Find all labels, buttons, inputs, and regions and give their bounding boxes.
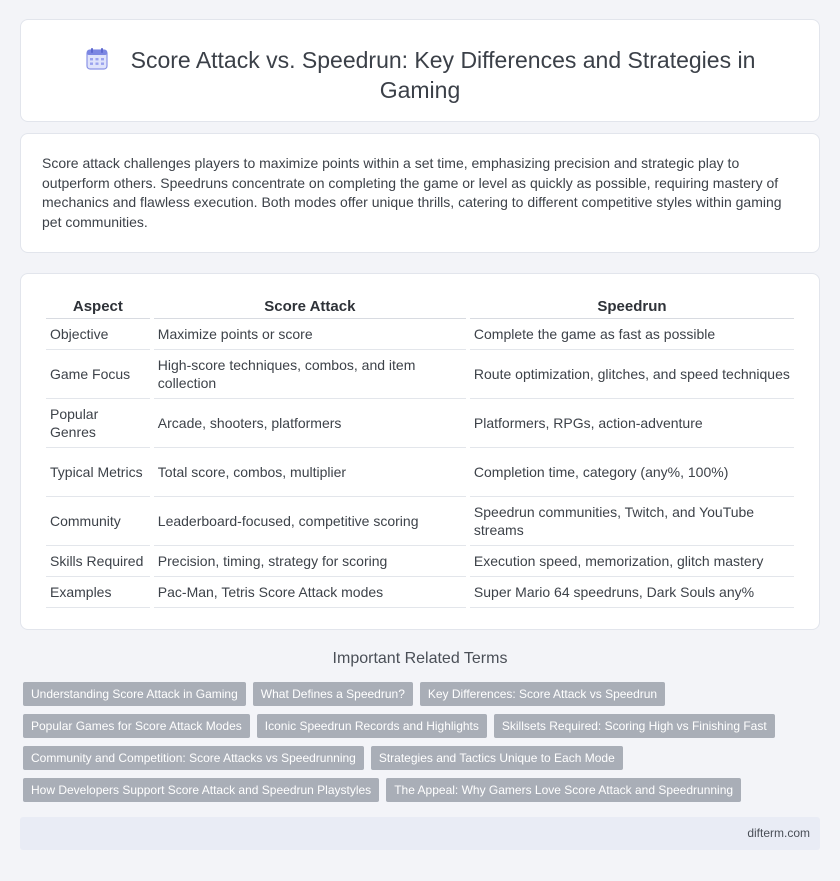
speedrun-cell: Complete the game as fast as possible (470, 319, 794, 350)
title-card (20, 19, 820, 122)
related-term-tag[interactable]: Strategies and Tactics Unique to Each Mode (371, 746, 623, 770)
speedrun-cell: Speedrun communities, Twitch, and YouTube streams (470, 497, 794, 546)
header-score-attack: Score Attack (154, 292, 466, 319)
related-term-tag[interactable]: Iconic Speedrun Records and Highlights (257, 714, 487, 738)
related-terms-heading: Important Related Terms (332, 650, 508, 667)
calendar-icon (85, 47, 109, 71)
speedrun-cell: Route optimization, glitches, and speed techniques (470, 350, 794, 399)
aspect-cell: Community (46, 497, 150, 546)
speedrun-cell: Execution speed, memorization, glitch mastery (470, 546, 794, 577)
aspect-cell: Typical Metrics (46, 448, 150, 497)
table-row (46, 448, 794, 497)
table-header-row (46, 292, 794, 319)
table-row (46, 319, 794, 350)
related-term-tag[interactable]: The Appeal: Why Gamers Love Score Attack and Speedrunning (386, 778, 741, 802)
footer-site-link[interactable]: difterm.com (747, 826, 810, 840)
related-terms-list (23, 682, 823, 810)
speedrun-cell: Platformers, RPGs, action-adventure (470, 399, 794, 448)
speedrun-cell: Super Mario 64 speedruns, Dark Souls any% (470, 577, 794, 608)
page-title-text: Score Attack vs. Speedrun: Key Differences and Strategies in Gaming (130, 47, 756, 103)
related-term-tag[interactable]: How Developers Support Score Attack and Speedrun Playstyles (23, 778, 379, 802)
score-attack-cell: Arcade, shooters, platformers (154, 399, 466, 448)
tag-row (23, 714, 823, 738)
header-speedrun: Speedrun (470, 292, 794, 319)
related-term-tag[interactable]: Popular Games for Score Attack Modes (23, 714, 250, 738)
aspect-cell: Skills Required (46, 546, 150, 577)
aspect-cell: Examples (46, 577, 150, 608)
score-attack-cell: Leaderboard-focused, competitive scoring (154, 497, 466, 546)
table-row (46, 350, 794, 399)
comparison-table (42, 292, 798, 608)
related-term-tag[interactable]: What Defines a Speedrun? (253, 682, 413, 706)
related-term-tag[interactable]: Key Differences: Score Attack vs Speedrun (420, 682, 665, 706)
table-row (46, 399, 794, 448)
score-attack-cell: Total score, combos, multiplier (154, 448, 466, 497)
page-title (81, 45, 759, 105)
related-term-tag[interactable]: Understanding Score Attack in Gaming (23, 682, 246, 706)
comparison-card (20, 273, 820, 630)
score-attack-cell: Pac-Man, Tetris Score Attack modes (154, 577, 466, 608)
tag-row (23, 746, 823, 770)
score-attack-cell: High-score techniques, combos, and item collection (154, 350, 466, 399)
header-aspect: Aspect (46, 292, 150, 319)
score-attack-cell: Precision, timing, strategy for scoring (154, 546, 466, 577)
aspect-cell: Game Focus (46, 350, 150, 399)
table-row (46, 546, 794, 577)
aspect-cell: Objective (46, 319, 150, 350)
speedrun-cell: Completion time, category (any%, 100%) (470, 448, 794, 497)
intro-card (20, 133, 820, 253)
related-term-tag[interactable]: Skillsets Required: Scoring High vs Finishing Fast (494, 714, 775, 738)
tag-row (23, 778, 823, 802)
score-attack-cell: Maximize points or score (154, 319, 466, 350)
table-row (46, 577, 794, 608)
intro-paragraph: Score attack challenges players to maximize points within a set time, emphasizing precision and strategic play to outperform others. Speedruns concentrate on completing the game or level as quickly as possible, requiring mastery of mechanics and flawless execution. Both modes offer unique thrills, catering to different competitive styles within gaming pet communities. (42, 155, 782, 230)
table-row (46, 497, 794, 546)
related-term-tag[interactable]: Community and Competition: Score Attacks vs Speedrunning (23, 746, 364, 770)
footer (20, 817, 820, 850)
aspect-cell: Popular Genres (46, 399, 150, 448)
tag-row (23, 682, 823, 706)
